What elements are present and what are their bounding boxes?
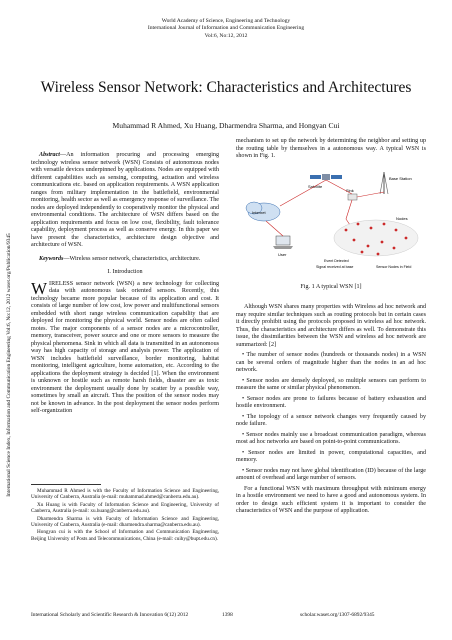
bullet-7: • Sensor nodes may not have global identification (ID) because of the large amount of overhead and large number of sensors. [236,467,426,481]
header-line-3: Vol:6, No:12, 2012 [204,32,248,39]
figure-caption: Fig. 1 A typical WSN [1] [300,284,362,290]
keywords-label: Keywords [39,255,64,262]
right-paragraph-1: Although WSN shares many properties with Wireless ad hoc network and may require similar techniques such as routing protocols but in certain cases it directly prohibit using the protocols proposed in wireless ad hoc network. Thus, the characteristics and architecture differs as well. To demonstrate this issue, the dissimilarities between the WSN and wireless ad hoc network are summarized: [2] [236,304,426,348]
satellite-icon [310,174,342,180]
keywords-text: —Wireless sensor network, characteristics, architecture. [63,255,201,262]
user-laptop-icon [273,236,293,249]
label-nodes: Nodes [396,216,408,221]
footnote-divider [31,484,101,485]
header-line-1: World Academy of Science, Engineering and Technology [161,18,291,24]
paper-title: Wireless Sensor Network: Characteristics and Architectures [40,79,412,96]
bullet-5: • Sensor nodes mainly use a broadcast communication paradigm, whereas most ad hoc networks are based on point-to-point communications. [236,431,426,445]
abstract-text: —An information procuring and processing emerging technology wireless sensor network (WSN) Consists of autonomous nodes with versatile devices underpinned by applications. Nodes are equipped with different capabilities such as sensing, computing, actuation and wireless communications etc. based on application requirements. A WSN application ranges from military implementation in the battlefield, environmental monitoring, health sector as well as emergency response of surveillance. The nodes are deployed independently to cooperatively monitor the physical and environmental conditions. The architecture of WSN differs based on the application requirements and focus on low cost, flexibility, fault tolerance capability, deployment process as well as conserve energy. In this paper we have present the characteristics, architecture design objective and architecture of WSN. [31,152,219,248]
left-column [31,152,219,419]
footnote-4: Hongyan cui is with the School of Information and Communication Engineering, Beijing University of Posts and Telecommunications, China (e-mail: cuihy@bupt.edu.cn). [31,529,219,542]
abstract [31,152,219,250]
journal-header [0,18,452,40]
index-sidebar [4,180,14,550]
label-base-station: Base Station [389,176,412,181]
author-footnotes [31,488,219,543]
sink-icon [348,194,357,200]
label-sensor-field: Sensor Nodes in Field [376,265,412,269]
base-station-icon [380,172,388,194]
sidebar-text: International Science Index, Information and Communication Engineering Vol:6, No:12, 2012 waset.org/Publication/9345 [6,233,12,497]
header-line-2: International Journal of Information and Communication Engineering [147,25,305,32]
footer-right: scholar.waset.org/1307-6892/9345 [300,612,375,618]
keywords [31,256,219,264]
bullet-6: • Sensor nodes are limited in power, computational capacities, and memory. [236,449,426,463]
bullet-4: • The topology of a sensor network changes very frequently caused by node failure. [236,413,426,427]
intro-paragraph [31,278,219,416]
wsn-figure [236,164,426,274]
label-sink: Sink [346,188,354,193]
right-column-bottom [236,304,426,519]
right-paragraph-2: For a functional WSN with maximum throughput with minimum energy in a hostile environment we need to have a good and autonomous system. In order to design such efficient system it is important to consider the characteristics of WSN and the purpose of application. [236,485,426,514]
bullet-1: • The number of sensor nodes (hundreds or thousands nodes) in a WSN can be several orders of magnitude higher than the nodes in an ad hoc network. [236,352,426,373]
paper-authors: Muhammad R Ahmed, Xu Huang, Dharmendra Sharma, and Hongyan Cui [112,121,340,130]
label-signal-received: Signal received at base [316,265,354,269]
bullet-2: • Sensor nodes are densely deployed, so multiple sensors can perform to measure the same or similar physical phenomenon. [236,377,426,391]
right-paragraph-0: mechanism to set up the network by determining the neighbor and setting up the routing table by themselves in a autonomous way. A typical WSN is shown in Fig. 1. [236,138,426,159]
sensor-field [334,220,418,256]
abstract-label: Abstract [39,152,60,158]
drop-cap: W [31,278,48,298]
right-column-top [236,138,426,164]
bullet-3: • Sensor nodes are prone to failures because of battery exhaustion and hostile environment. [236,395,426,409]
label-satellite: Satellite [308,184,323,189]
footnote-1: Muhammad R Ahmed is with the Faculty of Information Science and Engineering, University of Canberra, Australia (e-mail: muhammad.ahmed@canberra.edu.au). [31,488,219,501]
label-event-detected: Event Detected [324,259,349,263]
intro-text: IRELESS sensor network (WSN) a new technology for collecting data with autonomous task oriented sensors. Recently, this technology became more popular because of its application and cost. It consists of large number of low cost, low power and multifunctional sensors embedded with short range wireless communication capability that are deployed for monitoring the physical world. Sensor nodes are often called motes. The major components of a sensor nodes are a microcontroller, memory, transceiver, power source and one or more sensors to measure the physical phenomena. Sink in which all data is transmitted in an autonomous way has high capacity of storage and analysis power. The application of WSN includes battlefield surveillance, border monitoring, habitat monitoring, intelligent agriculture, home automation, etc. According to the applications the deployment strategy is decided [1]. When the environment is unknown or hostile such as remote harsh fields, disaster are as toxic environment the deployment usually done by scatter by a possible way, sometimes by small an aircraft. Thus the position of the sensor nodes may not be known in advance. In the post deployment the sensor nodes perform self-organization [31,280,219,414]
footnote-2: Xu Huang is with Faculty of Information Science and Engineering, University of Canberra, Australia (e-mail: xu.huang@canberra.edu.au). [31,501,219,515]
label-internet: Internet [252,210,266,215]
footer-left: International Scholarly and Scientific Research & Innovation 6(12) 2012 [31,612,189,618]
footnote-3: Dharmendra Sharma is with Faculty of Information Science and Engineering, University of Canberra, Australia (e-mail: dharmendra.sharma@canberra.edu.au). [31,515,219,529]
footer-page-number: 1398 [222,612,233,618]
label-user: User [278,252,287,257]
section-heading-introduction: I. Introduction [107,269,143,275]
